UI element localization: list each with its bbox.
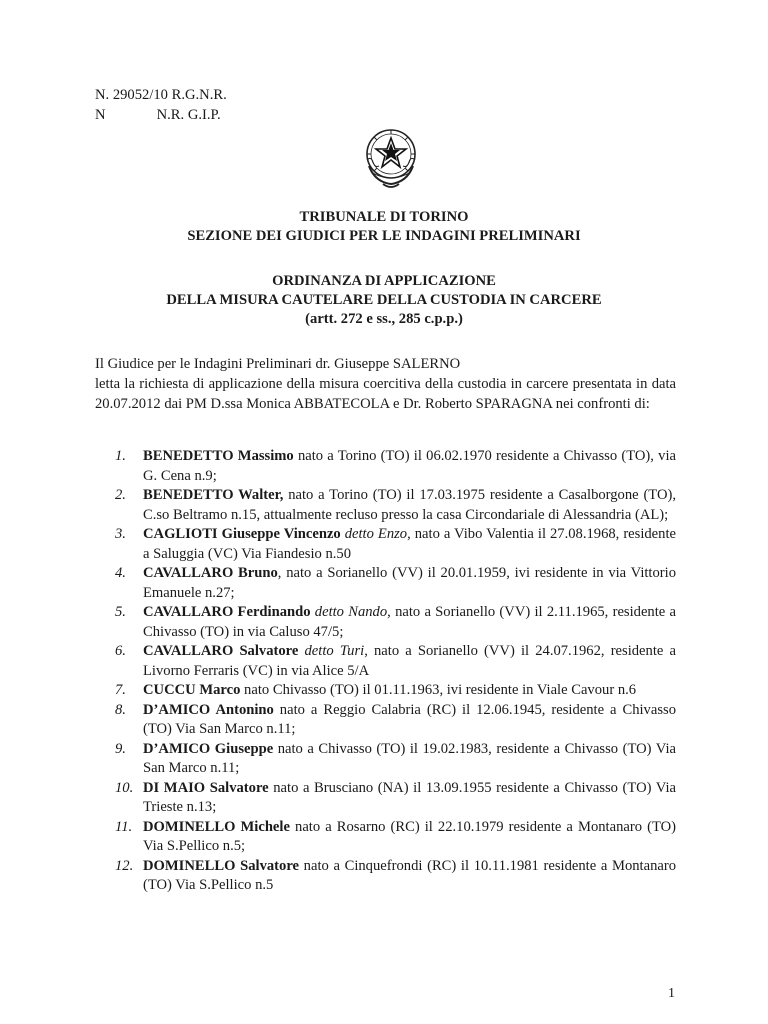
defendant-details: nato Chivasso (TO) il 01.11.1963, ivi residente in Viale Cavour n.6 — [240, 682, 637, 698]
defendant-name: BENEDETTO Massimo — [143, 448, 294, 464]
list-item — [95, 740, 676, 779]
list-item-number: 7. — [115, 682, 126, 698]
page-number: 1 — [668, 986, 675, 1001]
defendant-details: nato a Torino (TO) il 06.02.1970 residente a Chivasso (TO), via G. Cena n.9; — [143, 448, 676, 484]
list-item-number: 12. — [115, 857, 134, 874]
intro-paragraph — [95, 354, 676, 414]
request-text: letta la richiesta di applicazione della misura coercitiva della custodia in carcere presentata in data 20.07.2012 dai PM D.ssa Monica ABBATECOLA e Dr. Roberto SPARAGNA nei confronti di: — [95, 376, 676, 412]
defendant-name: CAVALLARO Salvatore — [143, 643, 299, 659]
list-item-number: 5. — [115, 604, 126, 620]
defendant-details: , nato a Sorianello (VV) il 24.07.1962, residente a Livorno Ferraris (VC) in via Alice 5/A — [143, 643, 676, 679]
list-item — [95, 857, 676, 896]
list-item-number: 10. — [115, 779, 134, 796]
list-item-number: 3. — [115, 526, 126, 542]
defendant-details: nato a Cinquefrondi (RC) il 10.11.1981 residente a Montanaro (TO) Via S.Pellico n.5 — [143, 857, 677, 893]
defendant-details: , nato a Sorianello (VV) il 2.11.1965, residente a Chivasso (TO) in via Caluso 47/5; — [143, 604, 676, 640]
list-item — [95, 447, 676, 486]
defendant-details: nato a Chivasso (TO) il 19.02.1983, residente a Chivasso (TO) Via San Marco n.11; — [143, 740, 676, 776]
defendant-details: nato a Brusciano (NA) il 13.09.1955 residente a Chivasso (TO) Via Trieste n.13; — [143, 779, 676, 815]
defendant-details: , nato a Vibo Valentia il 27.08.1968, residente a Saluggia (VC) Via Fiandesio n.50 — [143, 526, 676, 562]
defendant-details: nato a Torino (TO) il 17.03.1975 residente a Casalborgone (TO), C.so Beltramo n.15, attualmente recluso presso la casa Circondariale di Alessandria (AL); — [143, 487, 676, 523]
judge-line: Il Giudice per le Indagini Preliminari dr. Giuseppe SALERNO — [95, 356, 461, 372]
defendant-name: CAVALLARO Ferdinando — [143, 604, 311, 620]
defendant-details: , nato a Sorianello (VV) il 20.01.1959, ivi residente in via Vittorio Emanuele n.27; — [143, 565, 676, 601]
order-title: ORDINANZA DI APPLICAZIONE — [272, 273, 496, 289]
case-reference — [95, 85, 227, 125]
list-item-number: 11. — [115, 818, 133, 835]
list-item — [95, 564, 676, 603]
defendant-name: CAGLIOTI Giuseppe Vincenzo — [143, 526, 341, 542]
defendant-name: CUCCU Marco — [143, 682, 241, 698]
defendant-name: DOMINELLO Salvatore — [143, 857, 300, 874]
list-item — [95, 818, 676, 857]
court-heading — [0, 208, 768, 246]
list-item — [95, 642, 676, 681]
defendant-name: DOMINELLO Michele — [143, 818, 290, 835]
order-articles: (artt. 272 e ss., 285 c.p.p.) — [305, 311, 463, 327]
order-heading — [0, 272, 768, 329]
list-item — [95, 701, 676, 740]
defendant-alias: detto Enzo — [340, 526, 408, 542]
defendant-name: D’AMICO Antonino — [143, 701, 274, 718]
defendant-alias: detto Turi — [298, 643, 365, 659]
defendant-name: D’AMICO Giuseppe — [143, 740, 274, 757]
case-number-rgnr: N. 29052/10 R.G.N.R. — [95, 87, 227, 103]
defendant-name: DI MAIO Salvatore — [143, 779, 269, 796]
list-item-number: 4. — [115, 565, 126, 581]
list-item — [95, 525, 676, 564]
order-measure: DELLA MISURA CAUTELARE DELLA CUSTODIA IN CARCERE — [166, 292, 602, 308]
list-item-number: 8. — [115, 701, 126, 718]
list-item-number: 6. — [115, 643, 126, 659]
case-number-gip: N N.R. G.I.P. — [95, 107, 221, 123]
list-item — [95, 486, 676, 525]
defendant-alias: detto Nando — [310, 604, 388, 620]
defendant-details: nato a Reggio Calabria (RC) il 12.06.1945, residente a Chivasso (TO) Via San Marco n.11; — [143, 701, 676, 737]
defendant-name: CAVALLARO Bruno — [143, 565, 278, 581]
list-item-number: 1. — [115, 448, 126, 464]
defendant-details: nato a Rosarno (RC) il 22.10.1979 residente a Montanaro (TO) Via S.Pellico n.5; — [143, 818, 676, 854]
court-section: SEZIONE DEI GIUDICI PER LE INDAGINI PRELIMINARI — [187, 228, 581, 244]
list-item-number: 9. — [115, 740, 126, 757]
list-item — [95, 681, 676, 701]
defendants-list — [95, 447, 676, 896]
list-item-number: 2. — [115, 487, 126, 503]
italian-republic-emblem-icon — [355, 120, 427, 192]
list-item — [95, 603, 676, 642]
defendant-name: BENEDETTO Walter, — [143, 487, 284, 503]
list-item — [95, 779, 676, 818]
court-title: TRIBUNALE DI TORINO — [299, 209, 469, 225]
